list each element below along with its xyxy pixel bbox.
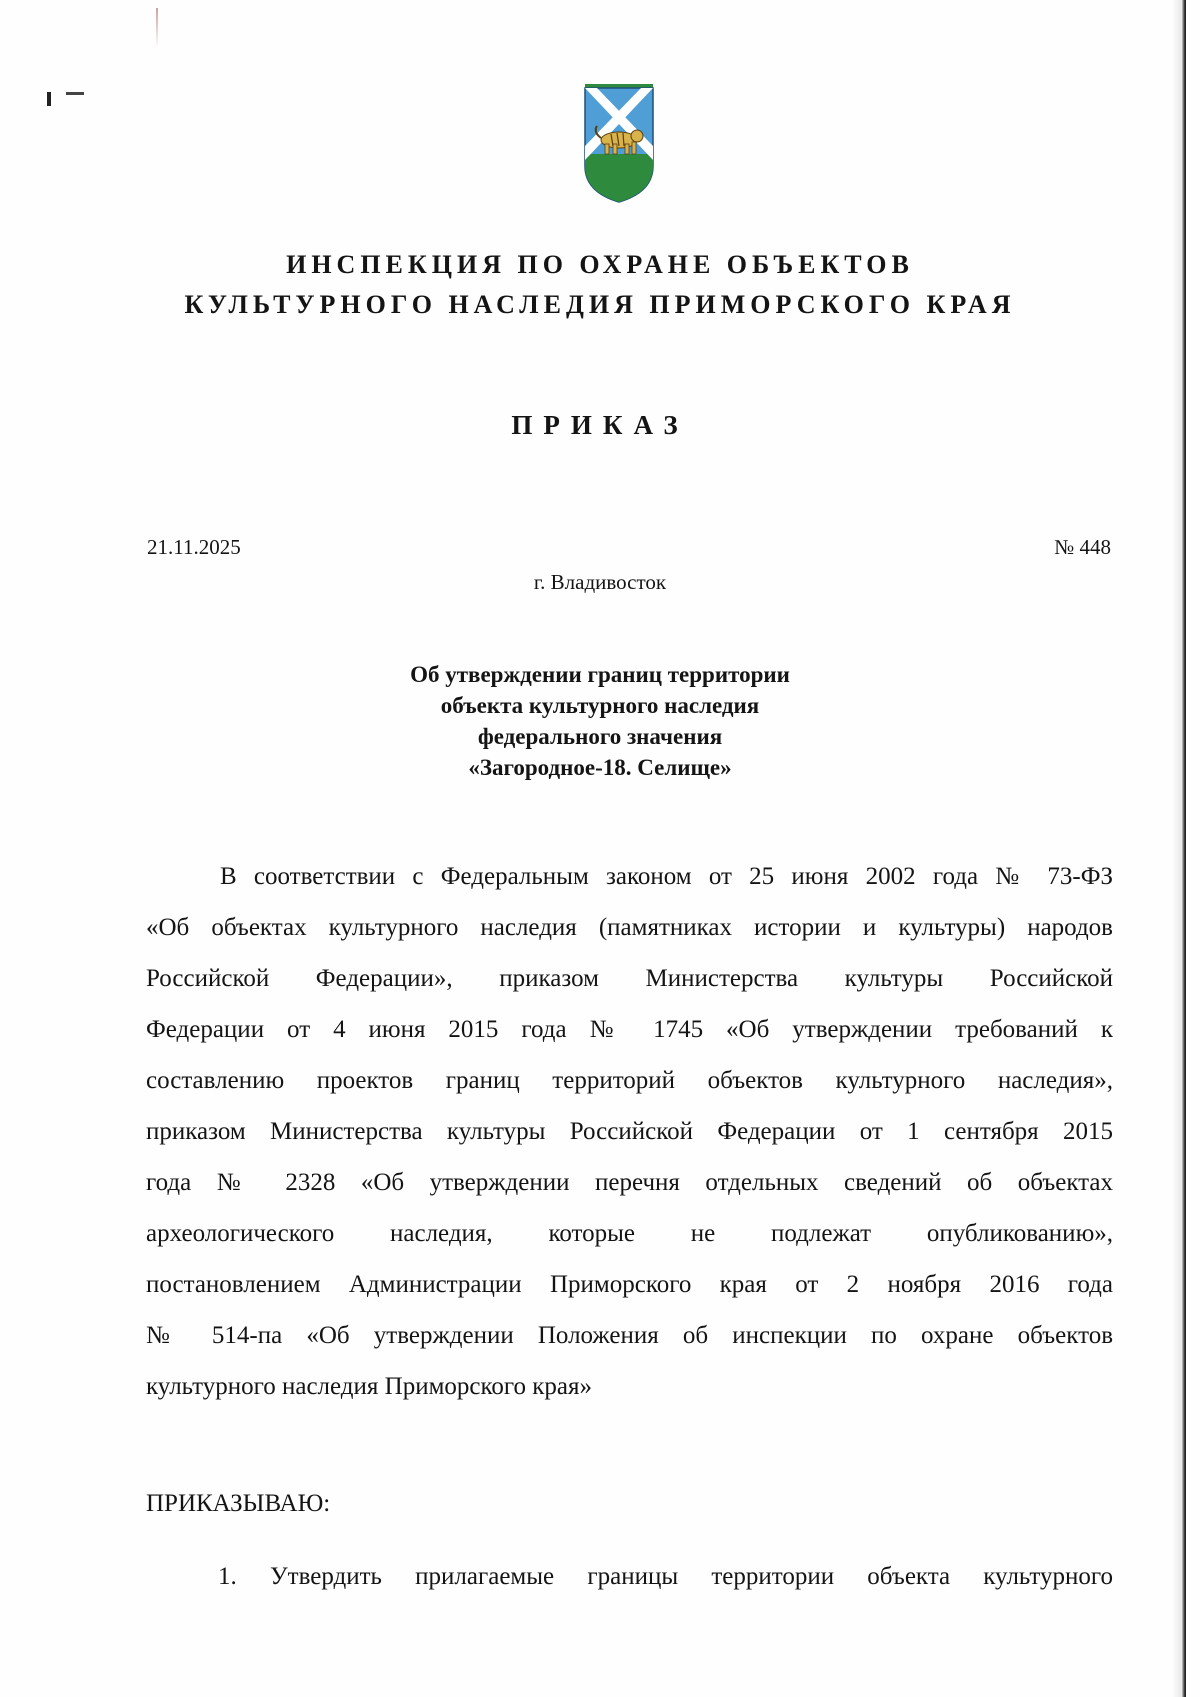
title-line: федерального значения xyxy=(477,724,723,749)
scan-artifact xyxy=(47,92,51,106)
paragraph-line: «Об объектах культурного наследия (памятниках истории и культуры) народов xyxy=(146,914,1113,941)
paragraph-line: Российской Федерации», приказом Министерства культуры Российской xyxy=(146,965,1113,992)
title-line: Об утверждении границ территории xyxy=(410,662,790,687)
paragraph-line: археологического наследия, которые не подлежат опубликованию», xyxy=(146,1220,1113,1247)
document-city: г. Владивосток xyxy=(533,570,667,594)
scan-artifact xyxy=(66,92,84,95)
organization-name-line-1: ИНСПЕКЦИЯ ПО ОХРАНЕ ОБЪЕКТОВ xyxy=(286,250,914,279)
paragraph-line: № 514-па «Об утверждении Положения об инспекции по охране объектов xyxy=(146,1322,1113,1349)
document-number: № 448 xyxy=(1054,535,1111,559)
paragraph-line: культурного наследия Приморского края» xyxy=(146,1373,592,1400)
coat-of-arms-emblem xyxy=(583,84,655,210)
order-keyword: ПРИКАЗЫВАЮ: xyxy=(146,1490,331,1517)
scan-artifact xyxy=(156,8,158,48)
order-item-1: 1. Утвердить прилагаемые границы территории объекта культурного xyxy=(218,1563,1113,1590)
document-type: ПРИКАЗ xyxy=(511,410,689,440)
paragraph-line: года № 2328 «Об утверждении перечня отдельных сведений об объектах xyxy=(146,1169,1113,1196)
paragraph-line: постановлением Администрации Приморского края от 2 ноября 2016 года xyxy=(146,1271,1113,1298)
organization-name-line-2: КУЛЬТУРНОГО НАСЛЕДИЯ ПРИМОРСКОГО КРАЯ xyxy=(184,290,1016,319)
paragraph-line: Федерации от 4 июня 2015 года № 1745 «Об утверждении требований к xyxy=(146,1016,1113,1043)
document-title xyxy=(300,659,900,783)
scan-edge xyxy=(1182,0,1186,1697)
paragraph-line: приказом Министерства культуры Российской Федерации от 1 сентября 2015 xyxy=(146,1118,1113,1145)
paragraph-line: составлению проектов границ территорий объектов культурного наследия», xyxy=(146,1067,1113,1094)
title-line: объекта культурного наследия xyxy=(440,693,760,718)
scan-edge-shadow xyxy=(1172,0,1182,1697)
title-line: «Загородное-18. Селище» xyxy=(468,755,732,780)
paragraph-line: В соответствии с Федеральным законом от 25 июня 2002 года № 73-ФЗ xyxy=(220,863,1113,890)
document-date: 21.11.2025 xyxy=(147,535,241,559)
preamble-paragraph xyxy=(146,851,1113,1412)
